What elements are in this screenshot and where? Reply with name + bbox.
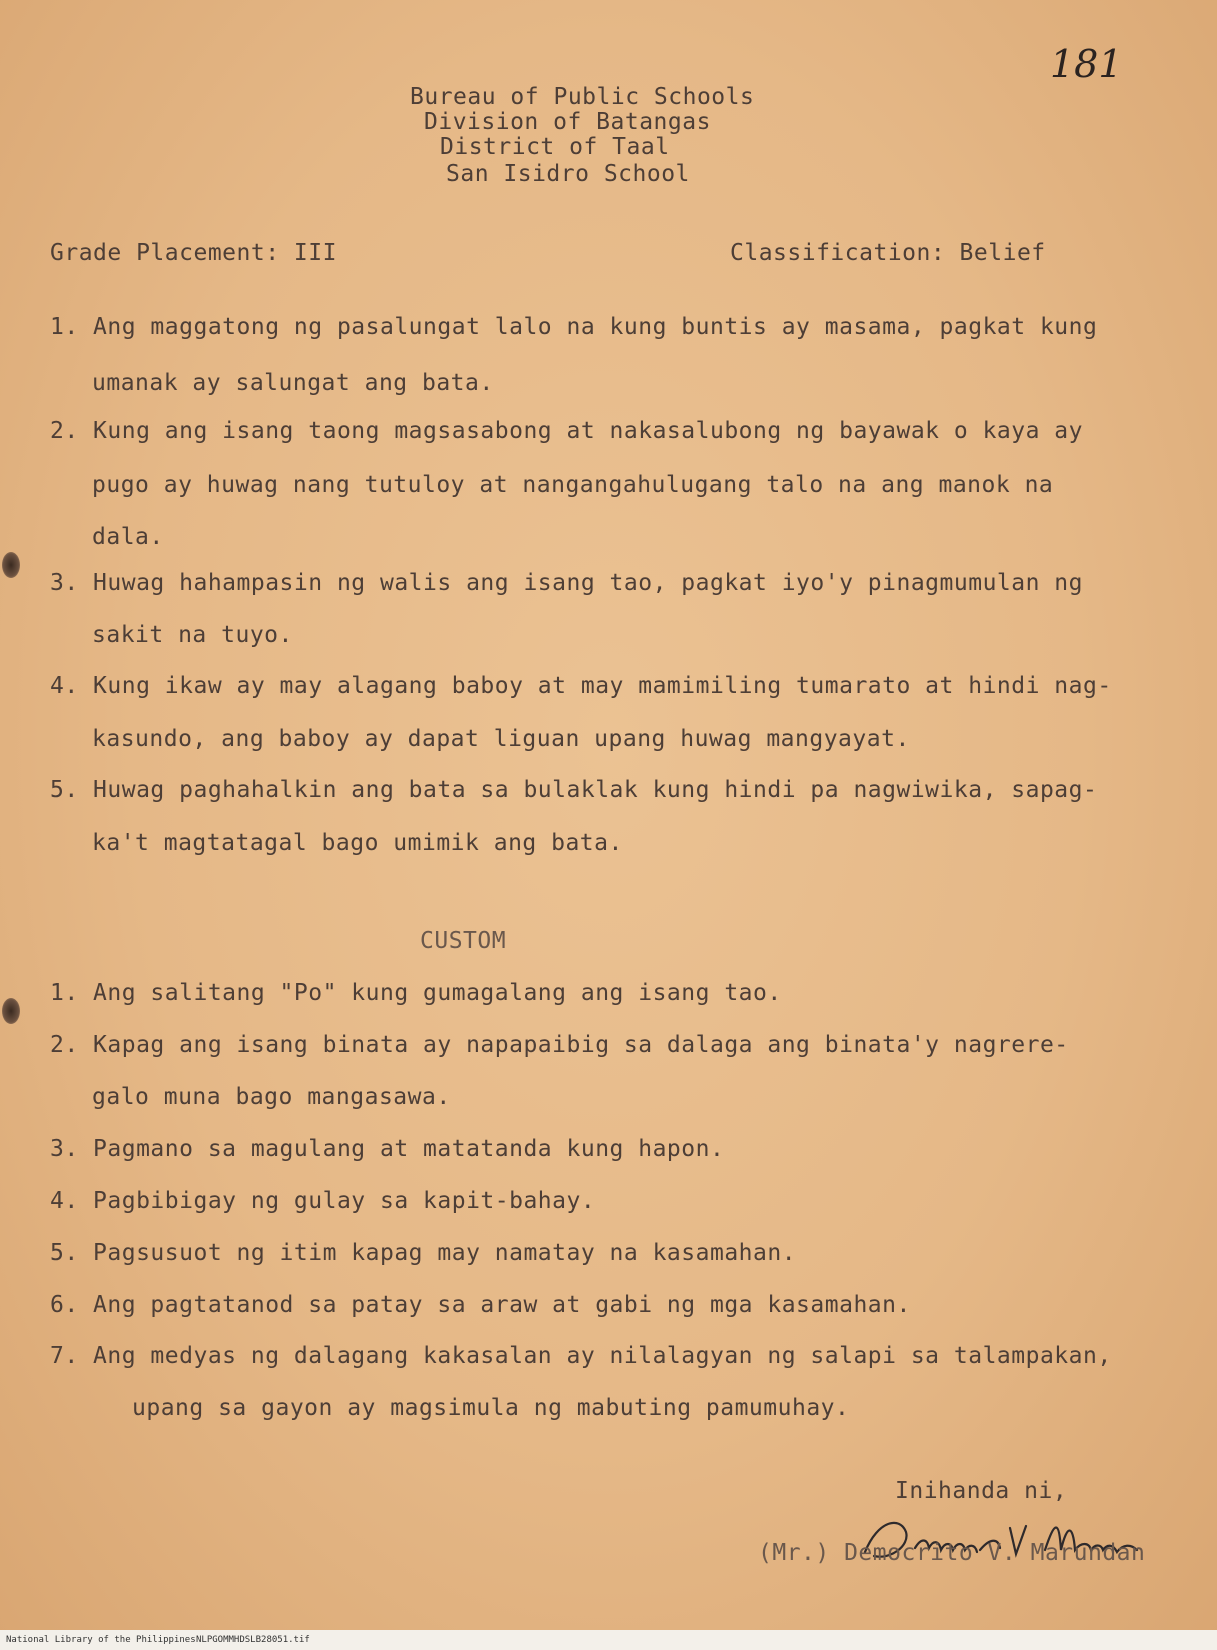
custom-5-line-1: 5. Pagsusuot ng itim kapag may namatay na kasamahan. [50,1240,797,1266]
custom-1-line-1: 1. Ang salitang "Po" kung gumagalang ang isang tao. [50,980,782,1006]
belief-4-line-1: 4. Kung ikaw ay may alagang baboy at may mamimiling tumarato at hindi nag- [50,673,1112,699]
prepared-by-label: Inihanda ni, [895,1478,1068,1504]
footer-filename: NLPGOMMHDSLB28051.tif [196,1635,310,1645]
binder-hole-mark [2,998,20,1024]
handwritten-page-number: 181 [1050,42,1123,86]
custom-4-line-1: 4. Pagbibigay ng gulay sa kapit-bahay. [50,1188,596,1214]
belief-5-line-1: 5. Huwag paghahalkin ang bata sa bulaklak kung hindi pa nagwiwika, sapag- [50,777,1098,803]
header-school: San Isidro School [446,161,690,187]
belief-3-line-2: sakit na tuyo. [92,622,293,648]
belief-2-line-1: 2. Kung ang isang taong magsasabong at nakasalubong ng bayawak o kaya ay [50,418,1083,444]
belief-3-line-1: 3. Huwag hahampasin ng walis ang isang tao, pagkat iyo'y pinagmumulan ng [50,570,1083,596]
belief-1-line-2: umanak ay salungat ang bata. [92,370,494,396]
grade-placement: Grade Placement: III [50,240,337,266]
custom-3-line-1: 3. Pagmano sa magulang at matatanda kung hapon. [50,1136,725,1162]
header-division: Division of Batangas [424,109,711,135]
custom-7-line-1: 7. Ang medyas ng dalagang kakasalan ay nilalagyan ng salapi sa talampakan, [50,1343,1112,1369]
belief-1-line-1: 1. Ang maggatong ng pasalungat lalo na kung buntis ay masama, pagkat kung [50,314,1098,340]
svg-text:Democrito V. Marundan: Democrito V. Marundan [860,1510,873,1511]
belief-2-line-3: dala. [92,524,164,550]
archive-footer [0,1630,1217,1650]
custom-6-line-1: 6. Ang pagtatanod sa patay sa araw at gabi ng mga kasamahan. [50,1292,911,1318]
belief-5-line-2: ka't magtatagal bago umimik ang bata. [92,830,623,856]
preparer-name: (Mr.) Democrito V. Marundan [758,1540,1146,1566]
header-bureau: Bureau of Public Schools [410,84,755,110]
header-district: District of Taal [440,134,670,160]
belief-4-line-2: kasundo, ang baboy ay dapat liguan upang huwag mangyayat. [92,726,910,752]
footer-library: National Library of the Philippines [6,1635,196,1645]
custom-section-title: CUSTOM [420,928,507,954]
custom-2-line-1: 2. Kapag ang isang binata ay napapaibig sa dalaga ang binata'y nagrere- [50,1032,1069,1058]
binder-hole-mark [2,552,20,578]
belief-2-line-2: pugo ay huwag nang tutuloy at nangangahulugang talo na ang manok na [92,472,1054,498]
classification: Classification: Belief [730,240,1046,266]
custom-2-line-2: galo muna bago mangasawa. [92,1084,451,1110]
custom-7-line-2: upang sa gayon ay magsimula ng mabuting pamumuhay. [132,1395,850,1421]
